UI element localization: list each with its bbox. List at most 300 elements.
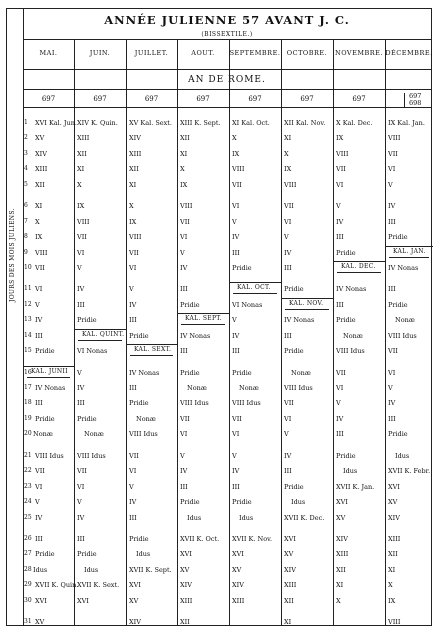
date-cell: Nonæ bbox=[136, 414, 156, 423]
date-cell: III bbox=[284, 467, 292, 476]
date-cell: Pridie bbox=[284, 285, 304, 294]
date-cell: Pridie bbox=[35, 414, 55, 423]
date-cell: XVI bbox=[232, 550, 244, 559]
date-cell: XVI Kal. Jun. bbox=[35, 119, 77, 127]
date-cell: IV bbox=[77, 513, 85, 522]
date-cell: V bbox=[284, 430, 289, 439]
day-number: 18 bbox=[24, 399, 32, 407]
date-cell: Pridie bbox=[388, 300, 408, 309]
date-cell: XIII bbox=[77, 134, 90, 143]
date-cell: XI bbox=[336, 581, 344, 590]
kalends-rule bbox=[74, 329, 126, 330]
date-cell: IV bbox=[35, 513, 43, 522]
date-cell: III bbox=[388, 217, 396, 226]
column-divider bbox=[281, 39, 282, 625]
date-cell: VII bbox=[388, 347, 398, 356]
day-number: 4 bbox=[24, 165, 28, 173]
date-cell: XVI bbox=[77, 596, 89, 605]
date-cell: Pridie bbox=[77, 550, 97, 559]
date-cell: III bbox=[232, 347, 240, 356]
date-cell: XI bbox=[284, 618, 292, 627]
date-cell: VII bbox=[232, 414, 242, 423]
date-cell: VI bbox=[77, 482, 85, 491]
date-cell: Pridie bbox=[77, 316, 97, 325]
date-cell: IX bbox=[336, 134, 344, 143]
date-cell: IV bbox=[284, 451, 292, 460]
date-cell: III bbox=[180, 285, 188, 294]
date-cell: Nonæ bbox=[187, 384, 207, 392]
kalends-label: KAL. DEC. bbox=[341, 262, 376, 270]
date-cell: VII bbox=[336, 165, 346, 174]
date-cell: XI Kal. Oct. bbox=[232, 119, 270, 127]
date-cell: VIII bbox=[129, 233, 142, 242]
kalends-label: KAL. JAN. bbox=[393, 247, 426, 255]
date-cell: III bbox=[388, 285, 396, 294]
day-number: 30 bbox=[24, 596, 32, 604]
rome-label: AN DE ROME. bbox=[188, 75, 266, 85]
date-cell: IV bbox=[77, 285, 85, 294]
date-cell: Idus bbox=[343, 467, 358, 476]
kalends-rule bbox=[281, 298, 333, 299]
day-number: 9 bbox=[24, 248, 28, 256]
date-cell: XIV bbox=[129, 134, 141, 143]
date-cell: XVI bbox=[35, 596, 47, 605]
date-cell: III bbox=[77, 300, 85, 309]
year-label: 697 bbox=[41, 95, 56, 103]
date-cell: VIII Idus bbox=[336, 347, 365, 356]
date-cell: XII bbox=[388, 550, 398, 559]
date-cell: Pridie bbox=[77, 414, 97, 423]
date-cell: VI bbox=[336, 384, 344, 392]
december-year-label: 698 bbox=[409, 99, 422, 107]
date-cell: XV bbox=[129, 596, 139, 605]
date-cell: V bbox=[35, 300, 40, 309]
day-number: 12 bbox=[24, 300, 32, 308]
date-cell: XVII K. Sept. bbox=[129, 565, 172, 574]
date-cell: VIII Idus bbox=[388, 331, 417, 340]
date-cell: Idus bbox=[187, 513, 202, 522]
date-cell: Pridie bbox=[129, 534, 149, 543]
kalends-underline bbox=[130, 355, 173, 356]
date-cell: VI bbox=[180, 233, 188, 242]
calendar-page bbox=[6, 8, 432, 626]
date-cell: VIII bbox=[180, 202, 193, 211]
date-cell: XIV bbox=[284, 565, 296, 574]
date-cell: III bbox=[35, 534, 43, 543]
month-header: MAI. bbox=[39, 49, 58, 57]
date-cell: VII bbox=[129, 248, 139, 257]
day-number: 28 bbox=[24, 565, 32, 573]
date-cell: XVII K. Oct. bbox=[180, 534, 220, 543]
date-cell: Pridie bbox=[180, 300, 200, 309]
date-cell: IV bbox=[77, 384, 85, 392]
date-cell: Nonæ bbox=[84, 430, 104, 439]
date-cell: XVI bbox=[284, 534, 296, 543]
day-number: 10 bbox=[24, 263, 32, 271]
date-cell: III bbox=[129, 513, 137, 522]
date-cell: X bbox=[284, 149, 289, 158]
kalends-underline bbox=[181, 324, 225, 325]
date-cell: III bbox=[180, 347, 188, 356]
date-cell: IV Nonas bbox=[35, 384, 66, 392]
month-header: JUILLET. bbox=[134, 49, 169, 57]
date-cell: Pridie bbox=[35, 347, 55, 356]
date-cell: XV bbox=[35, 134, 45, 143]
date-cell: III bbox=[284, 331, 292, 340]
date-cell: VI bbox=[180, 430, 188, 439]
date-cell: IV bbox=[35, 316, 43, 325]
day-number: 27 bbox=[24, 550, 32, 558]
date-cell: Idus bbox=[239, 513, 254, 522]
day-number: 14 bbox=[24, 331, 32, 339]
date-cell: XVI bbox=[180, 550, 192, 559]
date-cell: XI bbox=[77, 165, 85, 174]
date-cell: VIII Idus bbox=[35, 451, 64, 460]
date-cell: XVI bbox=[388, 482, 400, 491]
date-cell: VIII Idus bbox=[77, 451, 106, 460]
date-cell: III bbox=[180, 482, 188, 491]
page-title: ANNÉE JULIENNE 57 AVANT J. C. bbox=[104, 13, 350, 27]
kalends-underline bbox=[285, 309, 329, 310]
date-cell: V bbox=[35, 498, 40, 507]
date-cell: IV bbox=[232, 233, 240, 242]
date-cell: VI bbox=[129, 467, 137, 476]
date-cell: XII bbox=[284, 596, 294, 605]
day-number: 31 bbox=[24, 618, 32, 626]
date-cell: III bbox=[77, 534, 85, 543]
rome-rule bbox=[23, 89, 431, 90]
date-cell: XV bbox=[388, 498, 398, 507]
day-number: 23 bbox=[24, 482, 32, 490]
date-cell: XIII K. Sept. bbox=[180, 119, 221, 127]
date-cell: IV bbox=[388, 202, 396, 211]
date-cell: Nonæ bbox=[395, 316, 415, 325]
date-cell: XIV K. Quin. bbox=[77, 119, 118, 127]
kalends-rule bbox=[177, 313, 229, 314]
date-cell: VIII bbox=[388, 134, 401, 143]
date-cell: XV bbox=[336, 513, 346, 522]
date-cell: XIII bbox=[129, 149, 142, 158]
date-cell: VII bbox=[77, 467, 87, 476]
date-cell: VIII bbox=[388, 618, 401, 627]
date-cell: III bbox=[232, 482, 240, 491]
date-cell: XV Kal. Sext. bbox=[129, 119, 172, 127]
date-cell: XVII K. Febr. bbox=[388, 467, 431, 476]
date-cell: XII bbox=[77, 149, 87, 158]
date-cell: VIII bbox=[35, 248, 48, 257]
date-cell: XI bbox=[284, 134, 292, 143]
kalends-label: KAL. SEPT. bbox=[185, 315, 222, 323]
day-number: 6 bbox=[24, 202, 28, 210]
date-cell: Nonæ bbox=[291, 368, 311, 377]
day-number: 17 bbox=[24, 384, 32, 391]
day-number: 24 bbox=[24, 498, 32, 506]
date-cell: V bbox=[232, 316, 237, 325]
date-cell: III bbox=[35, 331, 43, 340]
date-cell: X bbox=[129, 202, 134, 211]
date-cell: Pridie bbox=[388, 233, 408, 242]
column-divider bbox=[177, 39, 178, 625]
date-cell: IV bbox=[388, 399, 396, 408]
date-cell: XIV bbox=[35, 149, 47, 158]
date-cell: V bbox=[232, 217, 237, 226]
date-cell: III bbox=[284, 263, 292, 272]
date-cell: Pridie bbox=[336, 316, 356, 325]
date-cell: VI bbox=[35, 285, 43, 294]
date-cell: XIII bbox=[35, 165, 48, 174]
date-cell: XIV bbox=[388, 513, 400, 522]
date-cell: VI bbox=[232, 202, 240, 211]
date-cell: IX Kal. Jan. bbox=[388, 119, 425, 127]
date-cell: III bbox=[232, 248, 240, 257]
date-cell: VI bbox=[129, 263, 137, 272]
page-subtitle: (BISSEXTILE.) bbox=[201, 31, 253, 38]
column-divider bbox=[126, 39, 127, 625]
kalends-underline bbox=[233, 293, 277, 294]
date-cell: V bbox=[77, 498, 82, 507]
date-cell: IV bbox=[232, 467, 240, 476]
date-cell: IV Nonas bbox=[180, 331, 211, 340]
date-cell: IV bbox=[129, 300, 137, 309]
date-cell: XI bbox=[388, 565, 396, 574]
date-cell: VII bbox=[336, 368, 346, 377]
date-cell: XIII bbox=[232, 596, 245, 605]
date-cell: VI bbox=[284, 414, 292, 423]
date-cell: VII bbox=[284, 399, 294, 408]
day-number: 16 bbox=[24, 368, 32, 376]
date-cell: VII bbox=[35, 467, 45, 476]
date-cell: V bbox=[388, 384, 393, 392]
date-cell: XVII K. Dec. bbox=[284, 513, 325, 522]
date-cell: XVI bbox=[336, 498, 348, 507]
date-cell: IX bbox=[388, 596, 396, 605]
date-cell: VI bbox=[388, 165, 396, 174]
date-cell: Pridie bbox=[129, 399, 149, 408]
kalends-rule bbox=[333, 261, 385, 262]
kalends-rule bbox=[385, 246, 433, 247]
month-header: JUIN. bbox=[89, 49, 111, 57]
kalends-label: KAL. NOV. bbox=[289, 299, 324, 307]
kalends-rule bbox=[23, 366, 74, 367]
date-cell: V bbox=[336, 399, 341, 408]
date-cell: X bbox=[35, 217, 40, 226]
date-cell: XIV bbox=[336, 534, 348, 543]
kalends-underline bbox=[337, 272, 381, 273]
date-cell: V bbox=[129, 482, 134, 491]
date-cell: IV Nonas bbox=[129, 368, 160, 377]
date-cell: Idus bbox=[33, 565, 48, 574]
date-cell: Pridie bbox=[284, 482, 304, 491]
date-cell: X bbox=[180, 165, 185, 174]
date-cell: VII bbox=[388, 149, 398, 158]
date-cell: III bbox=[129, 384, 137, 392]
date-cell: III bbox=[388, 414, 396, 423]
date-cell: Pridie bbox=[232, 498, 252, 507]
date-cell: IV bbox=[180, 263, 188, 272]
date-cell: VI bbox=[77, 248, 85, 257]
day-number: 21 bbox=[24, 451, 32, 459]
date-cell: III bbox=[336, 233, 344, 242]
date-cell: III bbox=[77, 399, 85, 408]
day-number: 26 bbox=[24, 534, 32, 542]
date-cell: XIII bbox=[180, 596, 193, 605]
month-header: OCTOBRE. bbox=[286, 49, 328, 57]
month-header: SEPTEMBRE. bbox=[229, 49, 281, 57]
date-cell: Idus bbox=[84, 565, 99, 574]
kalends-rule bbox=[229, 282, 281, 283]
year-label: 697 bbox=[352, 95, 366, 103]
date-cell: V bbox=[77, 263, 82, 272]
date-cell: X bbox=[336, 596, 341, 605]
date-cell: XIV bbox=[180, 581, 192, 590]
date-cell: IV bbox=[129, 498, 137, 507]
date-cell: V bbox=[232, 451, 237, 460]
day-number: 8 bbox=[24, 233, 28, 241]
date-cell: V bbox=[129, 285, 134, 294]
date-cell: XI bbox=[129, 180, 137, 189]
date-cell: VII bbox=[180, 414, 190, 423]
date-cell: XII bbox=[35, 180, 45, 189]
date-cell: V bbox=[77, 368, 82, 377]
date-cell: X bbox=[388, 581, 393, 590]
date-cell: Nonæ bbox=[343, 331, 363, 340]
date-cell: III bbox=[336, 430, 344, 439]
december-year-label: 697 bbox=[409, 92, 422, 100]
date-cell: Nonæ bbox=[239, 384, 259, 392]
date-cell: V bbox=[284, 233, 289, 242]
year-label: 697 bbox=[196, 95, 210, 103]
date-cell: Pridie bbox=[336, 451, 356, 460]
date-cell: VIII Idus bbox=[180, 399, 209, 408]
date-cell: VIII Idus bbox=[232, 399, 261, 408]
day-number: 13 bbox=[24, 316, 32, 324]
date-cell: IX bbox=[180, 180, 188, 189]
column-divider bbox=[385, 39, 386, 625]
kalends-rule bbox=[126, 344, 177, 345]
date-cell: IV bbox=[336, 414, 344, 423]
column-divider bbox=[333, 39, 334, 625]
date-cell: IX bbox=[129, 217, 137, 226]
date-cell: XII bbox=[180, 618, 190, 627]
date-cell: VII bbox=[232, 180, 242, 189]
date-cell: Idus bbox=[291, 498, 306, 507]
column-divider bbox=[229, 39, 230, 625]
date-cell: V bbox=[336, 202, 341, 211]
date-cell: XI bbox=[35, 202, 43, 211]
date-cell: VII bbox=[77, 233, 87, 242]
day-number: 2 bbox=[24, 134, 28, 142]
date-cell: XIII bbox=[388, 534, 401, 543]
date-cell: III bbox=[336, 300, 344, 309]
date-cell: Pridie bbox=[232, 368, 252, 377]
date-cell: Pridie bbox=[336, 248, 356, 257]
date-cell: XI bbox=[180, 149, 188, 158]
year-label: 697 bbox=[93, 95, 107, 103]
day-number: 11 bbox=[24, 285, 32, 293]
date-cell: XVII K. Sext. bbox=[77, 581, 120, 590]
date-cell: V bbox=[180, 248, 185, 257]
date-cell: XII bbox=[180, 134, 190, 143]
date-cell: V bbox=[388, 180, 393, 189]
date-cell: XV bbox=[232, 565, 242, 574]
date-cell: VII bbox=[129, 451, 139, 460]
date-cell: VIII Idus bbox=[129, 430, 158, 439]
date-cell: X Kal. Dec. bbox=[336, 119, 373, 127]
day-number: 22 bbox=[24, 467, 32, 475]
date-cell: V bbox=[180, 451, 185, 460]
date-cell: Pridie bbox=[180, 498, 200, 507]
date-cell: VIII bbox=[232, 165, 245, 174]
kalends-label: KAL. JUNII bbox=[31, 367, 68, 375]
day-number: 1 bbox=[24, 119, 28, 126]
date-cell: XVI bbox=[129, 581, 141, 590]
months-rule bbox=[23, 69, 431, 70]
date-cell: VI bbox=[336, 180, 344, 189]
date-cell: III bbox=[35, 399, 43, 408]
year-label: 697 bbox=[144, 95, 159, 103]
date-cell: Idus bbox=[395, 451, 410, 460]
years-rule bbox=[23, 107, 431, 108]
date-cell: XIII bbox=[284, 581, 297, 590]
date-cell: XVII K. Jan. bbox=[336, 482, 375, 491]
date-cell: Pridie bbox=[180, 368, 200, 377]
date-cell: III bbox=[129, 316, 137, 325]
date-cell: IV bbox=[284, 248, 292, 257]
day-number: 15 bbox=[24, 347, 32, 355]
year-label: 697 bbox=[300, 95, 314, 103]
date-cell: VIII bbox=[336, 149, 349, 158]
date-cell: XIV bbox=[232, 581, 244, 590]
date-cell: VI bbox=[232, 430, 240, 439]
date-cell: XII bbox=[336, 565, 346, 574]
date-cell: VI bbox=[35, 482, 43, 491]
side-label: JOURS DES MOIS JULIENS. bbox=[9, 208, 16, 302]
date-cell: VI Nonas bbox=[77, 347, 108, 356]
kalends-underline bbox=[27, 377, 70, 378]
kalends-underline bbox=[78, 340, 122, 341]
date-cell: Pridie bbox=[232, 263, 252, 272]
date-cell: IV bbox=[232, 331, 240, 340]
date-cell: IX bbox=[232, 149, 240, 158]
date-cell: IX bbox=[284, 165, 292, 174]
date-cell: VIII Idus bbox=[284, 384, 313, 392]
date-cell: VIII bbox=[284, 180, 297, 189]
date-cell: VI bbox=[284, 217, 292, 226]
date-cell: IX bbox=[77, 202, 85, 211]
day-number: 19 bbox=[24, 414, 32, 422]
date-cell: IV Nonas bbox=[284, 316, 315, 325]
date-cell: XII Kal. Nov. bbox=[284, 119, 326, 127]
date-cell: Pridie bbox=[129, 331, 149, 340]
date-cell: XV bbox=[35, 618, 45, 627]
day-number: 5 bbox=[24, 180, 28, 188]
date-cell: XVII K. Nov. bbox=[232, 534, 273, 543]
date-cell: VIII bbox=[77, 217, 90, 226]
day-number: 25 bbox=[24, 513, 32, 521]
date-cell: IV bbox=[336, 217, 344, 226]
kalends-label: KAL. OCT. bbox=[237, 284, 271, 292]
date-cell: Idus bbox=[136, 550, 151, 559]
date-cell: X bbox=[77, 180, 82, 189]
header-rule bbox=[23, 39, 431, 40]
date-cell: XIII bbox=[336, 550, 349, 559]
year-label: 697 bbox=[248, 95, 262, 103]
year-brace bbox=[404, 93, 405, 107]
date-cell: Pridie bbox=[35, 550, 55, 559]
date-cell: VI bbox=[388, 368, 396, 377]
month-header: NOVEMBRE. bbox=[335, 49, 383, 57]
month-header: DÉCEMBRE. bbox=[385, 49, 433, 57]
